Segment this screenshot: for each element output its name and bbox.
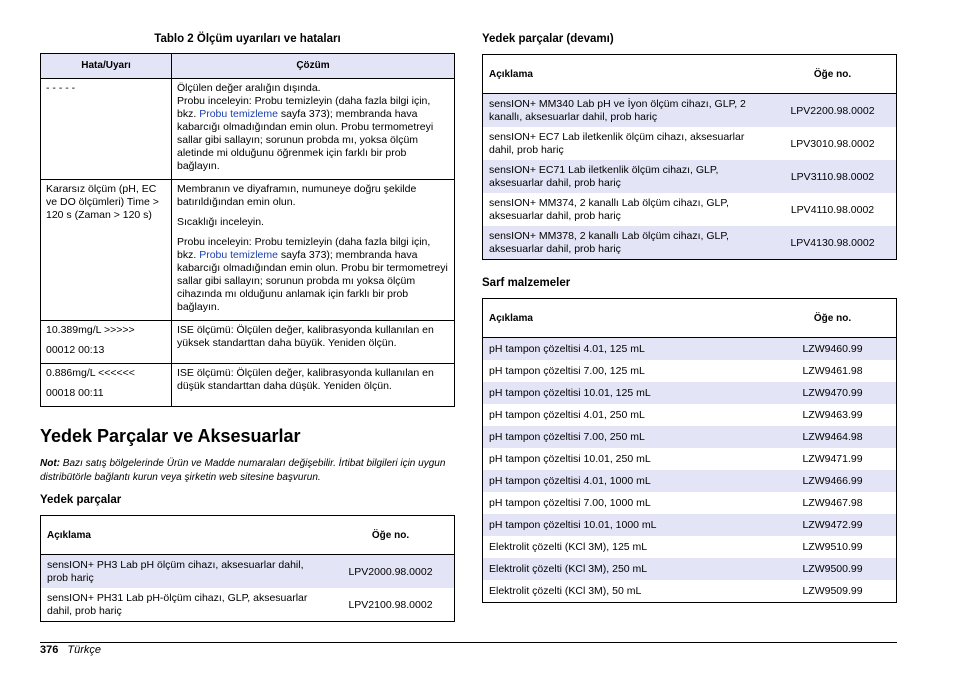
part-code: LPV3110.98.0002 xyxy=(769,160,897,193)
spare-parts-table xyxy=(40,515,455,622)
consumable-code: LZW9471.99 xyxy=(802,452,863,465)
error-table xyxy=(40,53,455,407)
consumable-description: pH tampon çözeltisi 10.01, 250 mL xyxy=(489,452,651,465)
table-row xyxy=(483,514,897,536)
consumable-code: LZW9510.99 xyxy=(802,540,863,553)
consumable-code: LZW9467.98 xyxy=(802,496,863,509)
table-row xyxy=(483,193,897,226)
consumable-code: LZW9461.98 xyxy=(802,364,863,377)
table-row xyxy=(483,226,897,260)
table-row xyxy=(483,558,897,580)
table-row xyxy=(483,404,897,426)
part-description: sensION+ PH3 Lab pH ölçüm cihazı, aksesuarlar dahil, prob hariç xyxy=(41,555,328,589)
consumable-code: LZW9463.99 xyxy=(802,408,863,421)
cleaning-link[interactable]: Probu temizleme xyxy=(199,108,278,120)
consumable-code: LZW9500.99 xyxy=(769,558,897,580)
page-footer xyxy=(40,644,101,656)
table-row xyxy=(483,426,897,448)
left-column xyxy=(40,30,455,622)
table-row xyxy=(483,360,897,382)
consumable-description: pH tampon çözeltisi 10.01, 125 mL xyxy=(483,382,770,404)
consumable-description: pH tampon çözeltisi 4.01, 1000 mL xyxy=(483,470,770,492)
consumable-description: pH tampon çözeltisi 4.01, 125 mL xyxy=(483,338,770,361)
solution-cell: ISE ölçümü: Ölçülen değer, kalibrasyonda kullanılan en düşük standarttan daha düşük. Yeniden ölçün. xyxy=(172,364,455,407)
table-row xyxy=(483,94,897,128)
part-code: LPV4110.98.0002 xyxy=(790,203,875,216)
spare-parts-cont-title: Yedek parçalar (devamı) xyxy=(482,33,614,45)
consumable-code: LZW9470.99 xyxy=(769,382,897,404)
solution-text: Sıcaklığı inceleyin. xyxy=(177,216,264,228)
consumable-description: pH tampon çözeltisi 10.01, 1000 mL xyxy=(483,514,770,536)
table-row xyxy=(41,588,455,622)
header-solution: Çözüm xyxy=(172,54,455,79)
consumable-description: Elektrolit çözelti (KCl 3M), 50 mL xyxy=(489,584,642,597)
table-row xyxy=(483,127,897,160)
table-row xyxy=(483,448,897,470)
table-row xyxy=(483,382,897,404)
spare-parts-title: Yedek parçalar xyxy=(40,494,122,506)
part-code: LPV2100.98.0002 xyxy=(348,598,433,611)
table-row xyxy=(483,580,897,603)
consumable-description: pH tampon çözeltisi 7.00, 1000 mL xyxy=(489,496,651,509)
error-table-caption: Tablo 2 Ölçüm uyarıları ve hataları xyxy=(154,33,341,45)
right-column xyxy=(482,30,897,603)
table-row xyxy=(483,470,897,492)
solution-cell xyxy=(172,180,455,321)
table-row xyxy=(483,492,897,514)
solution-text: sayfa 373); membranda hava kabarcığı olmadığından emin olun. Probu bir termometreyi sallar gibi sallayın; sorunun probda mı yoksa ölçüm cihazında mı olduğunu anlamak için farklı bir prob bağlayın. xyxy=(177,249,448,313)
error-cell: - - - - - xyxy=(41,79,172,180)
part-description: sensION+ PH31 Lab pH-ölçüm cihazı, GLP, aksesuarlar dahil, prob hariç xyxy=(47,592,308,617)
page-number: 376 xyxy=(40,644,59,656)
table-row xyxy=(41,321,455,364)
consumable-code: LZW9466.99 xyxy=(769,470,897,492)
table-header-row xyxy=(483,55,897,94)
note xyxy=(40,457,455,484)
spare-parts-cont-table xyxy=(482,54,897,260)
note-label: Not: xyxy=(40,458,60,469)
part-description: sensION+ MM378, 2 kanallı Lab ölçüm cihazı, GLP, aksesuarlar dahil, prob hariç xyxy=(483,226,770,260)
part-description: sensION+ MM374, 2 kanallı Lab ölçüm cihazı, GLP, aksesuarlar dahil, prob hariç xyxy=(489,197,729,222)
error-line: 00012 00:13 xyxy=(46,344,105,356)
header-description: Açıklama xyxy=(483,55,770,94)
table-row xyxy=(483,536,897,558)
error-cell xyxy=(41,364,172,407)
header-item-no: Öğe no. xyxy=(769,299,897,338)
consumable-code: LZW9464.98 xyxy=(769,426,897,448)
consumable-code: LZW9509.99 xyxy=(802,584,863,597)
consumable-code: LZW9472.99 xyxy=(769,514,897,536)
table-header-row xyxy=(483,299,897,338)
part-description: sensION+ EC71 Lab iletkenlik ölçüm cihazı, GLP, aksesuarlar dahil, prob hariç xyxy=(483,160,770,193)
consumable-description: Elektrolit çözelti (KCl 3M), 250 mL xyxy=(483,558,770,580)
error-line: 10.389mg/L >>>>> xyxy=(46,324,135,336)
header-item-no: Öğe no. xyxy=(327,516,455,555)
solution-cell xyxy=(172,79,455,180)
table-row xyxy=(41,364,455,407)
table-header-row xyxy=(41,516,455,555)
solution-text: Probu inceleyin: Probu temizleyin (daha fazla bilgi için, bkz. xyxy=(177,95,431,120)
table-row xyxy=(41,180,455,321)
consumables-title: Sarf malzemeler xyxy=(482,277,571,289)
error-cell: Kararsız ölçüm (pH, EC ve DO ölçümleri) Time > 120 s (Zaman > 120 s) xyxy=(41,180,172,321)
footer-language: Türkçe xyxy=(67,644,102,656)
table-row xyxy=(41,555,455,589)
consumables-table xyxy=(482,298,897,603)
consumable-description: pH tampon çözeltisi 4.01, 250 mL xyxy=(489,408,645,421)
table-row xyxy=(483,160,897,193)
table-row xyxy=(41,79,455,180)
note-text: Bazı satış bölgelerinde Ürün ve Madde numaraları değişebilir. İrtibat bilgileri için uygun distribütörle bağlantı kurun veya şirketin web sitesine başvurun. xyxy=(40,458,446,483)
header-description: Açıklama xyxy=(483,299,770,338)
footer-divider xyxy=(40,642,897,643)
solution-paragraph xyxy=(177,236,449,314)
part-code: LPV3010.98.0002 xyxy=(790,137,875,150)
table-row xyxy=(483,338,897,361)
part-description: sensION+ MM340 Lab pH ve İyon ölçüm cihazı, GLP, 2 kanallı, aksesuarlar dahil, prob hariç xyxy=(483,94,770,128)
consumable-code: LZW9460.99 xyxy=(769,338,897,361)
part-description: sensION+ EC7 Lab iletkenlik ölçüm cihazı, aksesuarlar dahil, prob hariç xyxy=(489,131,745,156)
solution-text: sayfa 373); membranda hava kabarcığı olmadığından emin olun. Probu termometreyi sallar gibi sallayın; sorunun probda mı, yoksa ölçüm aletinde mi olduğunu öğrenmek için farklı bir prob bağlayın. xyxy=(177,108,434,172)
header-error: Hata/Uyarı xyxy=(41,54,172,79)
part-code: LPV2000.98.0002 xyxy=(327,555,455,589)
error-table-header-row xyxy=(41,54,455,79)
solution-text: Ölçülen değer aralığın dışında. xyxy=(177,82,321,94)
solution-text: Membranın ve diyaframın, numuneye doğru şekilde batırıldığından emin olun. xyxy=(177,183,417,208)
header-item-no: Öğe no. xyxy=(769,55,897,94)
cleaning-link[interactable]: Probu temizleme xyxy=(199,249,278,261)
solution-text: Probu inceleyin: Probu temizleyin (daha fazla bilgi için, bkz. xyxy=(177,236,431,261)
part-code: LPV4130.98.0002 xyxy=(769,226,897,260)
error-line: 00018 00:11 xyxy=(46,387,104,399)
section-heading: Yedek Parçalar ve Aksesuarlar xyxy=(40,426,301,446)
header-description: Açıklama xyxy=(41,516,328,555)
part-code: LPV2200.98.0002 xyxy=(769,94,897,128)
consumable-description: Elektrolit çözelti (KCl 3M), 125 mL xyxy=(489,540,648,553)
consumable-description: pH tampon çözeltisi 7.00, 125 mL xyxy=(489,364,645,377)
consumable-description: pH tampon çözeltisi 7.00, 250 mL xyxy=(483,426,770,448)
error-cell xyxy=(41,321,172,364)
solution-cell: ISE ölçümü: Ölçülen değer, kalibrasyonda kullanılan en yüksek standarttan daha büyük. Yeniden ölçün. xyxy=(172,321,455,364)
error-line: 0.886mg/L <<<<<< xyxy=(46,367,135,379)
